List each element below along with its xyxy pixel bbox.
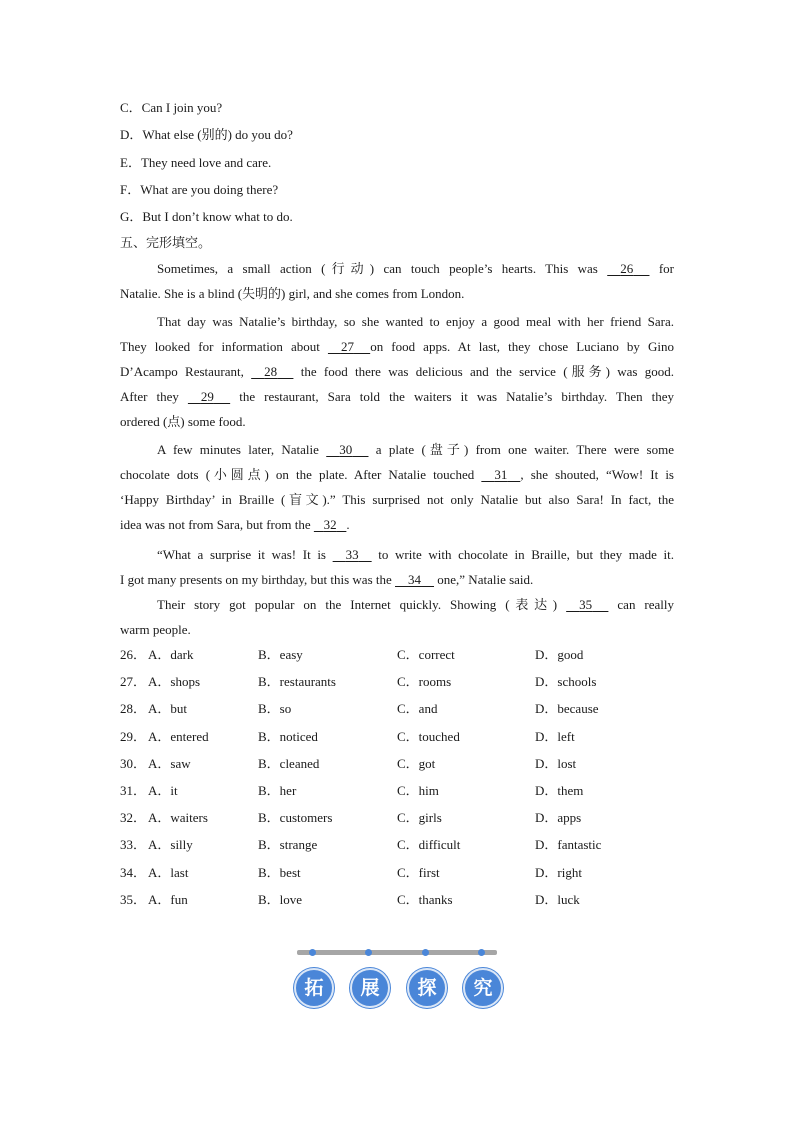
blank-30: 30 <box>339 442 353 457</box>
passage-line: ordered (点) some food. <box>120 414 246 429</box>
passage-line: That day was Natalie’s birthday, so she wanted to enjoy a good meal with her friend Sara. <box>157 314 674 329</box>
blank-29: 29 <box>200 389 214 404</box>
extension-section-banner <box>292 948 502 1008</box>
option-f: F．What are you doing there? <box>120 182 279 197</box>
blank-34: 34 <box>408 572 422 587</box>
blank-32: 32 <box>323 517 337 532</box>
worksheet-page: C．Can I join you? D．What else (别的) do you do? E．They need love and care. F．What are you doing there? G．But I don’t know what to do. 五、完形填空。 Sometimes, a small action (行动) can touch people’s hearts. This was 26 for Natalie. She is a blind (失明的) girl, and she comes from London. That day was Natalie’s birthday, so she wanted to enjoy a good meal with her friend Sara. They looked for information about 27 on food apps. At last, they chose Luciano by Gino D’Acampo Restaurant, 28 the food there was delicious and the service (服务) was good. After they 29 the restaurant, Sara told the waiters it was Natalie’s birthday. Then they ordered (点) some food. A few minutes later, Natalie 30 a plate (盘子) from one waiter. There were some chocolate dots (小圆点) on the plate. After Natalie touched 31 , she shouted, “Wow! It is ‘Happy Birthday’ in Braille (盲文).” This surprised not only Natalie but also Sara! In fact, the idea was not from Sara, but from the 32 . “What a surprise it was! It is 33 to write with chocolate in Braille, but they made it. I got many presents on my birthday, but this was the 34 one,” Natalie said. Their story got popular on the Internet quickly. Showing (表达) 35 can really warm people. 26． A．dark B．easy C．correct D．good 27． A．shops B．restaurants C．rooms D．schools 28． A．but B．so C．and D．because 29． A．entered B．noticed C．touched D．left 30． A．saw B．cleaned C．got D．lost 31． A．it B．her C．him D．them 32． A．waiters B．customers C．girls D．apps 33． A．silly B．strange C．difficult D．fantastic 34． A．last B．best C．first D．right 35． A．fun B．love C．thanks D．luck 拓 展 探 究 <box>0 0 794 1123</box>
banner-char-tuo: 拓 <box>294 968 334 1008</box>
paragraph-1 <box>120 256 674 306</box>
passage-line: A few minutes later, Natalie 30 a plate (盘子) from one waiter. There were some <box>120 437 674 462</box>
banner-dot <box>422 949 429 956</box>
blank-28: 28 <box>264 364 278 379</box>
blank-33: 33 <box>345 547 359 562</box>
blank-35: 35 <box>579 597 593 612</box>
passage-line: I got many presents on my birthday, but this was the 34 one,” Natalie said. <box>120 567 674 592</box>
paragraph-5 <box>120 592 674 642</box>
blank-31: 31 <box>494 467 508 482</box>
option-g: G．But I don’t know what to do. <box>120 209 293 224</box>
section-title: 五、完形填空。 <box>120 235 212 250</box>
paragraph-3 <box>120 437 674 537</box>
paragraph-4 <box>120 542 674 592</box>
option-d: D．What else (别的) do you do? <box>120 127 293 142</box>
passage-line: Natalie. She is a blind (失明的) girl, and she comes from London. <box>120 286 465 301</box>
banner-dot <box>365 949 372 956</box>
banner-char-zhan: 展 <box>350 968 390 1008</box>
option-c: C．Can I join you? <box>120 100 223 115</box>
banner-dot <box>478 949 485 956</box>
passage-line: D’Acampo Restaurant, 28 the food there was delicious and the service (服务) was good. <box>120 359 674 384</box>
blank-27: 27 <box>340 339 354 354</box>
passage-line: They looked for information about 27 on food apps. At last, they chose Luciano by Gino <box>120 334 674 359</box>
option-e: E．They need love and care. <box>120 155 272 170</box>
passage-line: “What a surprise it was! It is 33 to write with chocolate in Braille, but they made it. <box>120 542 674 567</box>
banner-char-jiu: 究 <box>463 968 503 1008</box>
passage-line: warm people. <box>120 622 191 637</box>
banner-char-tan: 探 <box>407 968 447 1008</box>
passage-line: ‘Happy Birthday’ in Braille (盲文).” This surprised not only Natalie but also Sara! In fact, the <box>120 492 674 507</box>
passage-line: idea was not from Sara, but from the 32 . <box>120 512 674 537</box>
passage-line: Their story got popular on the Internet quickly. Showing (表达) 35 can really <box>120 592 674 617</box>
paragraph-2 <box>120 309 674 434</box>
passage-line: After they 29 the restaurant, Sara told the waiters it was Natalie’s birthday. Then they <box>120 384 674 409</box>
passage-line: chocolate dots (小圆点) on the plate. After Natalie touched 31 , she shouted, “Wow! It is <box>120 462 674 487</box>
passage-line: Sometimes, a small action (行动) can touch people’s hearts. This was 26 for <box>120 256 674 281</box>
banner-bar <box>297 950 497 955</box>
blank-26: 26 <box>620 261 634 276</box>
banner-dot <box>309 949 316 956</box>
